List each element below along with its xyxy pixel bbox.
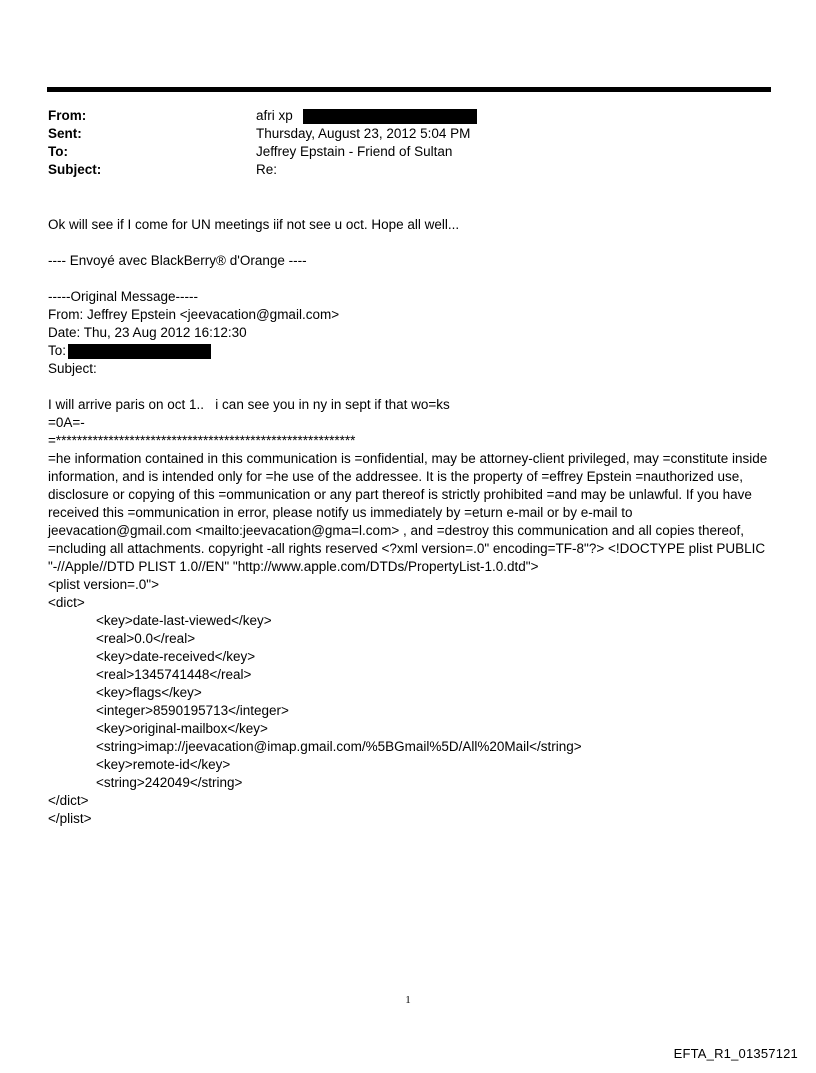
email-header	[48, 107, 768, 179]
to-label: To:	[48, 144, 68, 159]
from-row	[48, 107, 768, 125]
dict-entry: <string>imap://jeevacation@imap.gmail.com/%5BGmail%5D/All%20Mail</string>	[96, 739, 582, 754]
redaction-box	[68, 344, 211, 359]
original-date: Date: Thu, 23 Aug 2012 16:12:30	[48, 325, 247, 340]
original-to-label: To:	[48, 343, 67, 358]
sent-label: Sent:	[48, 126, 82, 141]
redaction-box	[303, 109, 477, 124]
dict-entry: <key>date-last-viewed</key>	[96, 613, 272, 628]
dict-entry: <real>1345741448</real>	[96, 667, 252, 682]
to-row	[48, 143, 768, 161]
plist-open-tag: <plist version=.0">	[48, 577, 159, 592]
spacer	[48, 270, 768, 288]
sent-row	[48, 125, 768, 143]
spacer	[48, 378, 768, 396]
dict-entry: <key>date-received</key>	[96, 649, 256, 664]
from-label: From:	[48, 108, 87, 123]
subject-label: Subject:	[48, 162, 102, 177]
original-to-row	[48, 342, 768, 360]
dict-entry: <string>242049</string>	[96, 775, 243, 790]
from-value-wrap	[256, 107, 477, 125]
subject-row	[48, 161, 768, 179]
original-message-header: -----Original Message-----	[48, 289, 199, 304]
to-value: Jeffrey Epstain - Friend of Sultan	[256, 144, 453, 159]
original-message-text: I will arrive paris on oct 1.. i can see you in ny in sept if that wo=ks	[48, 397, 450, 412]
dict-open-tag: <dict>	[48, 595, 85, 610]
dict-entry: <key>remote-id</key>	[96, 757, 231, 772]
dict-entry: <key>flags</key>	[96, 685, 202, 700]
confidentiality-disclaimer: =he information contained in this communication is =onfidential, may be attorney-client privileged, may =constitute inside information, and is intended only for =he use of the addressee. It is the property of =effrey Epstein =nauthorized use, disclosure or copying of this =ommunication or any part thereof is strictly prohibited =and may be unlawful. If you have received this =ommunication in error, please notify us immediately by =eturn e-mail or by e-mail to jeevacation@gmail.com <mailto:jeevacation@gma=l.com> , and =destroy this communication and all copies thereof, =ncluding all attachments. copyright -all rights reserved <?xml version=.0" encoding=TF-8"?> <!DOCTYPE plist PUBLIC "-//Apple//DTD PLIST 1.0//EN" "http://www.apple.com/DTDs/PropertyList-1.0.dtd">	[48, 451, 768, 574]
asterisk-divider: =*********************************************************	[48, 433, 356, 448]
page-number: 1	[405, 994, 411, 1006]
dict-entry: <integer>8590195713</integer>	[96, 703, 289, 718]
original-from: From: Jeffrey Epstein <jeevacation@gmail.com>	[48, 307, 340, 322]
original-subject: Subject:	[48, 361, 97, 376]
dict-close-tag: </dict>	[48, 793, 89, 808]
signature: ---- Envoyé avec BlackBerry® d'Orange ----	[48, 253, 307, 268]
dict-entry: <key>original-mailbox</key>	[96, 721, 268, 736]
plist-close-tag: </plist>	[48, 811, 92, 826]
reply-text: Ok will see if I come for UN meetings iif not see u oct. Hope all well...	[48, 217, 460, 232]
from-value: afri xp	[256, 108, 293, 123]
email-body	[48, 216, 768, 828]
bates-number: EFTA_R1_01357121	[673, 1046, 798, 1061]
encoded-line: =0A=-	[48, 415, 85, 430]
dict-entry: <real>0.0</real>	[96, 631, 196, 646]
spacer	[48, 234, 768, 252]
header-divider	[47, 87, 771, 92]
sent-value: Thursday, August 23, 2012 5:04 PM	[256, 126, 471, 141]
subject-value: Re:	[256, 162, 278, 177]
